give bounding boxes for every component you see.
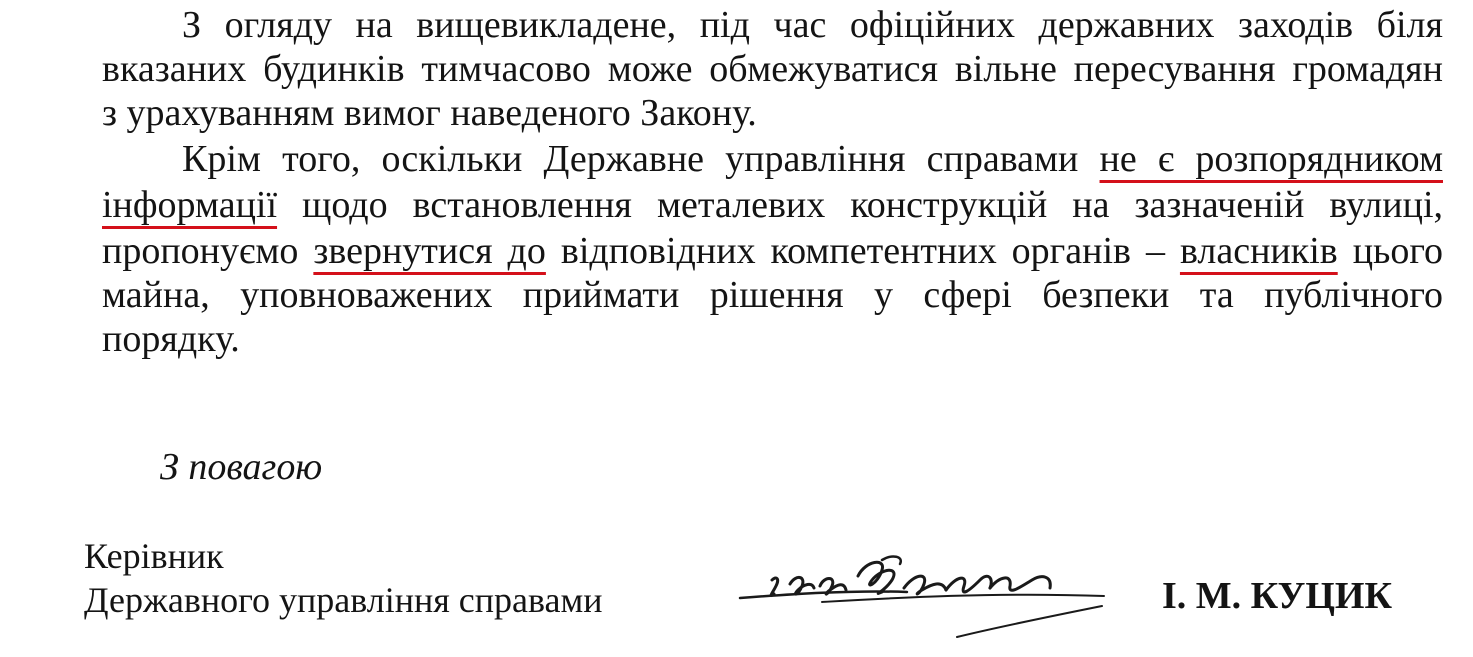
highlight-apply-to: звернутися до xyxy=(313,230,546,272)
paragraph-2-line-4 xyxy=(102,272,1443,318)
paragraph-1-line-2-text: вказаних будинків тимчасово може обмежуватися вільне пересування громадян xyxy=(102,48,1443,90)
paragraph-2-line-3-text-e: цього xyxy=(1352,230,1444,272)
paragraph-2-line-5 xyxy=(102,316,1443,362)
paragraph-1-line-1 xyxy=(182,2,1443,48)
paragraph-2-line-4-text: майна, уповноважених приймати рішення у сфері безпеки та публічного xyxy=(102,274,1443,316)
paragraph-2-line-3-text-a: пропонуємо xyxy=(102,230,299,272)
paragraph-2-line-2 xyxy=(102,182,1443,228)
paragraph-2-line-2-text-b: щодо встановлення металевих конструкцій на зазначеній вулиці, xyxy=(302,184,1444,226)
signer-name: І. М. КУЦИК xyxy=(1162,575,1393,617)
paragraph-2-line-1-text-a: Крім того, оскільки Державне управління справами xyxy=(182,138,1079,180)
highlight-information: інформації xyxy=(102,184,278,226)
handwritten-signature xyxy=(732,540,1112,650)
highlight-not-information-holder: не є розпорядником xyxy=(1099,138,1443,180)
closing-salutation: З повагою xyxy=(160,446,323,488)
highlight-owners: власників xyxy=(1179,230,1338,272)
paragraph-2-line-3-text-c: відповідних компетентних органів – xyxy=(560,230,1165,272)
signer-title-line-1: Керівник xyxy=(84,536,224,576)
paragraph-2-line-3 xyxy=(102,228,1443,274)
signer-title-line-2: Державного управління справами xyxy=(84,580,603,620)
paragraph-1-line-1-text: З огляду на вищевикладене, під час офіційних державних заходів біля xyxy=(182,4,1443,46)
paragraph-2-line-5-text: порядку. xyxy=(102,318,240,360)
paragraph-2-line-1 xyxy=(182,136,1443,182)
paragraph-1-line-2 xyxy=(102,46,1443,92)
paragraph-1-line-3 xyxy=(102,90,1443,136)
paragraph-1-line-3-text: з урахуванням вимог наведеного Закону. xyxy=(102,92,757,134)
